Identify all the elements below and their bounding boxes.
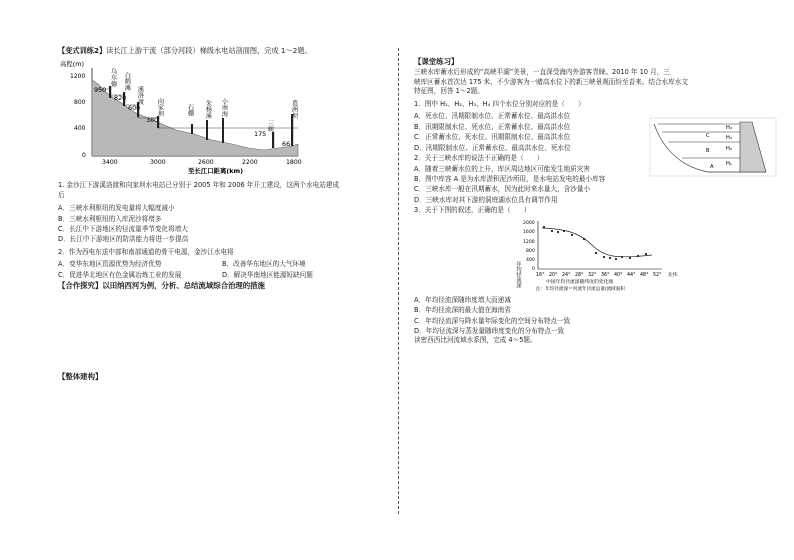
station-label: 乌东德 <box>109 68 117 87</box>
q2-option-a[interactable]: A．变华东地区资源优势为经济优势 <box>58 260 162 269</box>
station-label: 石棚 <box>186 104 194 117</box>
x-axis-suffix: 北纬 <box>668 272 678 278</box>
dam-body <box>740 122 766 172</box>
exercise-heading <box>58 46 386 56</box>
x-tick: 44° <box>627 272 636 278</box>
right-column <box>414 56 786 346</box>
runoff-latitude-chart <box>512 217 692 291</box>
elevation-label: 380 <box>146 116 159 124</box>
x-tick: 20° <box>549 272 558 278</box>
x-tick: 48° <box>640 272 649 278</box>
q2-options-row2 <box>58 270 386 280</box>
x-tick: 1800 <box>286 159 302 166</box>
hydropower-profile-chart <box>58 58 308 174</box>
cooperate-heading: 【合作探究】以田纳西河为例，分析、总结流域综合治理的措施 <box>58 281 265 291</box>
practice-heading: 【课堂练习】 <box>414 57 459 66</box>
y-tick: 400 <box>526 257 535 263</box>
dam-bar <box>272 132 274 148</box>
y-tick: 1600 <box>523 229 535 235</box>
r-q1-option-a[interactable]: A．死水位、汛期限制水位、正常蓄水位、最高洪水位 <box>414 112 571 121</box>
x-tick: 24° <box>562 272 571 278</box>
dam-bar <box>109 86 111 98</box>
elevation-label: 600 <box>128 104 141 112</box>
q1-option-d[interactable]: D．长江中下游地区的防洪能力将进一步提高 <box>58 235 189 244</box>
dam-bar <box>206 120 208 140</box>
q2-option-d[interactable]: D．解决华南地区能源短缺问题 <box>222 270 313 279</box>
r-q2-option-a[interactable]: A．随着三峡蓄水位的上升，库区周边地区可能发生地质灾害 <box>414 164 590 173</box>
y-tick: 400 <box>74 125 86 132</box>
r-q3-option-b[interactable]: B．年均径流深的最大值在海南省 <box>414 306 511 315</box>
r-q1-option-d[interactable]: D．汛期限制水位、正常蓄水位、最高洪水位、死水位 <box>414 143 571 152</box>
r-q2-stem: 2．关于三峡水库的说法不正确的是（ ） <box>414 154 544 162</box>
x-tick: 3000 <box>150 159 166 166</box>
exercise-intro: 读长江上游干流（部分河段）梯级水电站剖面图，完成 1～2题。 <box>106 46 312 55</box>
station-label: 三峡 <box>266 120 274 133</box>
label-a: A <box>710 164 714 170</box>
y-tick: 0 <box>82 152 86 159</box>
closing-line: 读密西西比河流域水系图，完成 4～5题。 <box>414 336 537 345</box>
y-tick: 800 <box>526 248 535 254</box>
y-tick: 800 <box>74 99 86 106</box>
column-divider <box>398 48 399 514</box>
label-h1: H₁ <box>726 161 732 167</box>
intro-line: 三峡水库蓄水后形成的“高峡平湖”美景，一直深受海内外游客青睐。2010 年 10 月，三 <box>414 68 670 76</box>
x-axis-label: 至长江口距离(km) <box>188 167 244 174</box>
x-tick: 3400 <box>102 159 118 166</box>
label-h2: H₂ <box>726 146 732 152</box>
q2-options-row1 <box>58 259 386 269</box>
dam-bar <box>191 124 193 134</box>
r-q3-option-d[interactable]: D．年均径流深与蒸发量随纬度变化的分布特点一致 <box>414 327 565 336</box>
intro-line: 峡库区蓄水首次达 175 米，不少游客为一睹高水位下的新三峡景观而纷至沓来。结合水库水文 <box>414 77 688 86</box>
terrain-profile <box>92 80 298 156</box>
y-tick: 2000 <box>523 220 535 226</box>
r-q1-stem: 1．图中 H₁、H₂、H₃、H₄ 四个水位分别对应的是（ ） <box>414 99 585 108</box>
dam-bar <box>291 114 293 146</box>
r-q3-option-a[interactable]: A．年均径流深随纬度增大而递减 <box>414 295 511 304</box>
x-tick: 32° <box>588 272 597 278</box>
label-c: C <box>706 133 710 139</box>
station-label: 小南海 <box>220 98 228 117</box>
y-tick: 1200 <box>70 73 86 80</box>
r-q3-stem: 3．关于下图的叙述，正确的是（ ） <box>414 206 531 215</box>
summary-heading: 【整体建构】 <box>58 372 103 382</box>
r-q2-option-d[interactable]: D．三峡水库对其下游的洞庭湖水位具有调节作用 <box>414 195 558 204</box>
q2-option-c[interactable]: C．促进华北地区有色金属冶炼工业的发展 <box>58 270 182 279</box>
x-tick: 2600 <box>198 159 214 166</box>
station-label: 溪洛渡 <box>136 86 144 105</box>
station-label: 葛洲坝 <box>290 100 298 119</box>
y-tick: 1200 <box>523 239 535 245</box>
elevation-label: 66 <box>282 140 291 148</box>
elevation-label: 950 <box>94 86 107 94</box>
x-tick: 40° <box>614 272 623 278</box>
r-q1-option-b[interactable]: B．汛期限制水位、死水位、正常蓄水位、最高洪水位 <box>414 122 571 131</box>
exercise-tag: 【变式训练2】 <box>58 46 107 55</box>
q1-option-a[interactable]: A．三峡水利枢纽的发电量将大幅度减小 <box>58 204 175 213</box>
q1-option-b[interactable]: B．三峡水利枢纽的入库泥沙将增多 <box>58 214 162 223</box>
q1-option-c[interactable]: C．长江中下游地区的径流量季节变化将增大 <box>58 225 188 233</box>
station-label: 向家坝 <box>156 98 164 117</box>
station-label: 白鹤滩 <box>123 72 131 91</box>
elevation-label: 175 <box>254 130 267 138</box>
r-q1-option-c[interactable]: C．正常蓄水位、死水位、汛期限制水位、最高洪水位 <box>414 133 571 142</box>
x-tick: 52° <box>653 272 662 278</box>
q1-stem-line2: 后 <box>58 190 65 199</box>
chart-caption: 中国年均径流深随纬度的变化图 <box>546 279 614 285</box>
chart-note: 注：年均径流深＝河流年径流总量/流域面积 <box>536 286 625 291</box>
reservoir-diagram <box>648 116 778 178</box>
y-axis-label: 年均径流深 <box>515 260 521 288</box>
label-h3: H₃ <box>726 135 732 141</box>
runoff-points <box>543 226 647 260</box>
station-label: 朱杨溪 <box>204 100 212 119</box>
x-tick: 2200 <box>242 159 258 166</box>
dam-bar <box>222 118 224 143</box>
elevation-label: 820 <box>114 94 127 102</box>
x-tick: 36° <box>601 272 610 278</box>
r-q2-option-b[interactable]: B．图中库容 A 是为水库淤积泥沙所用，是水电站发电的最小库容 <box>414 175 606 183</box>
q2-option-b[interactable]: B．改善华东地区的大气环境 <box>222 260 306 269</box>
label-b: B <box>706 148 710 154</box>
q2-stem: 2．作为西电东送中部和南部通道的骨干电源，金沙江水电将 <box>58 247 234 256</box>
r-q2-option-c[interactable]: C．三峡水库一般在汛期蓄水，因为此时来水量大，含沙量小 <box>414 185 591 194</box>
y-tick: 0 <box>532 266 535 272</box>
r-q3-option-c[interactable]: C．年均径流深与降水量年际变化的空间分布特点一致 <box>414 316 571 325</box>
x-tick: 16° <box>536 272 545 278</box>
label-h4: H₄ <box>726 125 732 131</box>
q1-stem-line1: 1. 金沙江下游溪洛渡和向家坝水电站已分别于 2005 年和 2006 年开工建设，这两个水电站建成 <box>58 181 340 189</box>
y-axis-label: 高程(m) <box>60 60 84 68</box>
intro-line: 特征图，回答 1～2题。 <box>414 87 484 96</box>
left-column <box>58 46 386 382</box>
x-tick: 28° <box>575 272 584 278</box>
